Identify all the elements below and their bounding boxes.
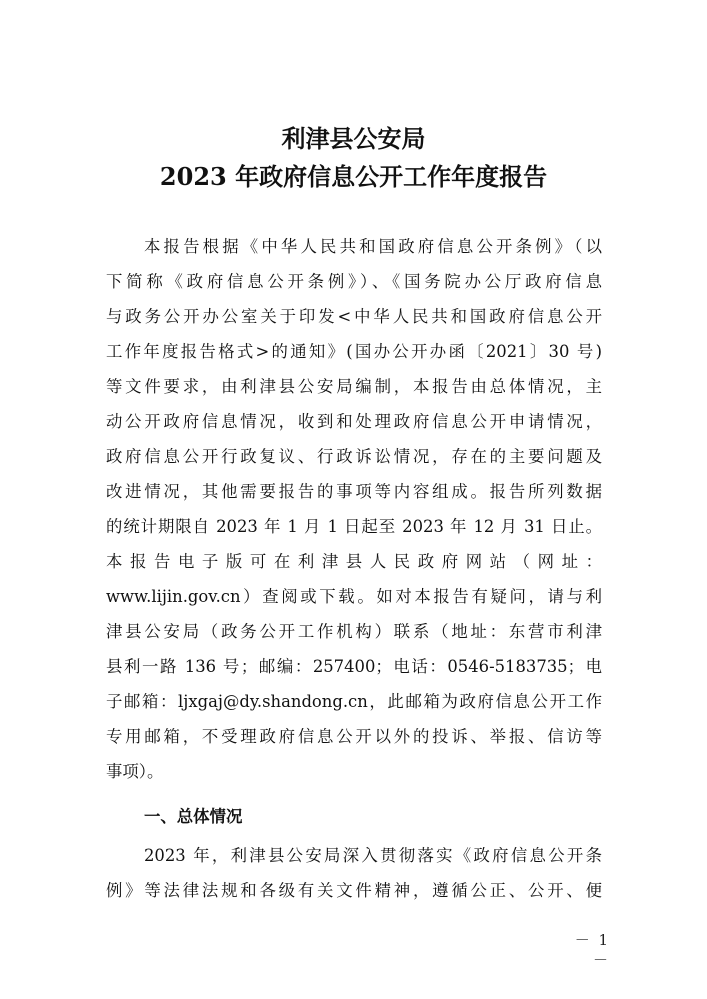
paragraph-line: 改进情况，其他需要报告的事项等内容组成。报告所列数据 xyxy=(106,482,602,501)
paragraph-line: 本报告电子版可在利津县人民政府网站（网址： xyxy=(106,552,602,571)
paragraph-line: www.lijin.gov.cn）查阅或下载。如对本报告有疑问，请与利 xyxy=(106,587,602,606)
paragraph-line: 例》等法律法规和各级有关文件精神，遵循公正、公开、便 xyxy=(106,881,602,900)
paragraph-line: 动公开政府信息情况，收到和处理政府信息公开申请情况， xyxy=(106,412,602,431)
paragraph-line: 津县公安局（政务公开工作机构）联系（地址：东营市利津 xyxy=(106,622,602,641)
section-heading: 一、总体情况 xyxy=(144,807,243,826)
document-subtitle: 2023 年政府信息公开工作年度报告 xyxy=(159,162,548,191)
paragraph-line: 县利一路 136 号；邮编：257400；电话：0546-5183735；电 xyxy=(106,657,602,676)
paragraph-line: 与政务公开办公室关于印发<中华人民共和国政府信息公开 xyxy=(106,307,602,326)
paragraph-line: 的统计期限自 2023 年 1 月 1 日起至 2023 年 12 月 31 日止。 xyxy=(106,517,602,536)
paragraph-line: 下简称《政府信息公开条例》）、《国务院办公厅政府信息 xyxy=(106,272,602,291)
document-title: 利津县公安局 xyxy=(281,124,426,153)
paragraph-line: 等文件要求，由利津县公安局编制，本报告由总体情况，主 xyxy=(106,377,602,396)
paragraph-line: 政府信息公开行政复议、行政诉讼情况，存在的主要问题及 xyxy=(106,447,602,466)
paragraph-line: 事项）。 xyxy=(106,762,164,781)
paragraph-line: 子邮箱：ljxgaj@dy.shandong.cn，此邮箱为政府信息公开工作 xyxy=(106,692,602,711)
paragraph-line: 本报告根据《中华人民共和国政府信息公开条例》（以 xyxy=(144,237,602,256)
paragraph-line: 2023 年，利津县公安局深入贯彻落实《政府信息公开条 xyxy=(144,846,602,865)
paragraph-line: 工作年度报告格式>的通知》(国办公开办函〔2021〕30 号) xyxy=(106,342,602,361)
paragraph-line: 专用邮箱，不受理政府信息公开以外的投诉、举报、信访等 xyxy=(106,727,602,746)
page-number: － 1 － xyxy=(574,931,610,969)
